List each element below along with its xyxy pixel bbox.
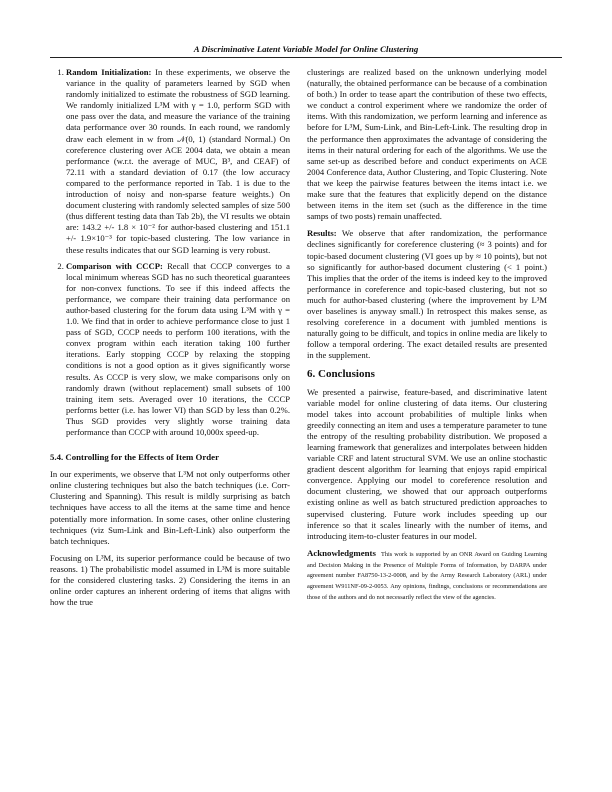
results-paragraph — [307, 228, 547, 361]
list-item-title: Comparison with CCCP: — [66, 260, 163, 271]
acknowledgments — [307, 548, 547, 604]
list-item-text: In these experiments, we observe the variance in the quality of parameters learned by SGD when randomly initialized to estimate the robustness of SGD learning. We randomly initialized L³M with γ = 1.0, perform SGD with one pass over the data, and measure the variance of the training data performance over 30 rounds. In each round, we randomly draw each element in w from 𝒩(0, 1) (standard Normal.) On coreference clustering over ACE 2004 data, we obtain a mean performance (w.r.t. the average of MUC, B³, and CEAF) of 72.11 with a standard deviation of 0.17 (the low accuracy compared to the performance reported in Tab. 1 is due to the introduction of noisy and non-sparse feature weights.) On document clustering with randomly selected samples of size 500 (thus different testing data than Tab 2b), the VI results we obtain are: 143.2 +/- 1.8 × 10⁻² for author-based clustering and 151.1 +/- 1.9×10⁻³ for topic-based clustering. The low variance in these results indicates that our SGD learning is very robust. — [66, 67, 290, 255]
conclusion-paragraph: We presented a pairwise, feature-based, and discriminative latent variable model for online clustering of data items. Our clustering model takes into account probabilities of multiple links when greedily connecting an item and uses a temperature parameter to tune the entropy of the resulting probability distribution. We proposed a learning framework that generalizes and interpolates between hidden variable CRF and latent structural SVM. We use an online stochastic gradient descent algorithm for learning that enjoys rapid empirical convergence. Applying our model to coreference resolution and document clustering, we showed that our approach outperforms existing online as well as batch structured prediction approaches to supervised clustering. Future work includes speeding up our inference so that it scales linearly with the number of items, and introducing item-to-cluster features in our model. — [307, 386, 547, 541]
experiment-list — [50, 67, 290, 438]
body-paragraph: Focusing on L³M, its superior performance could be because of two reasons. 1) The probabilistic model assumed in L³M is more suitable for the considered clustering tasks. 2) Considering the items in an online order captures an inherent ordering of items that aligns with how the true — [50, 552, 290, 608]
left-column — [50, 67, 290, 614]
list-item-cccp — [66, 261, 290, 439]
section-heading: 6. Conclusions — [307, 368, 375, 381]
body-paragraph-continued: clusterings are realized based on the unknown underlying model (naturally, the obtained performance can be because of a combination of both.) In order to tease apart the contribution of these two effects, we conduct a control experiment where we randomize the order of items. With this randomization, we perform learning and inference as before for L³M, Sum-Link, and Bin-Left-Link. The resulting drop in the performance then approximates the advantage of considering the items in their natural ordering for each of the algorithms. We use the same set-up as described before and conduct experiments on ACE 2004 Conference data, Author Clustering, and Topic Clustering. Note that we keep the pairwise features between the items intact i.e. we make sure that the features that explicitly depend on the distance between items in the item set (such as the difference in the time samps of two posts) remain unaffected. — [307, 67, 547, 222]
body-paragraph: In our experiments, we observe that L³M not only outperforms other online clustering techniques but also the batch techniques (i.e. Corr-Clustering and Spanning). This result is mildly surprising as batch techniques have access to all the items at the same time and hence potentially more information. In some cases, other online clustering techniques (viz Sum-Link and Bin-Left-Link) also outperform the batch techniques. — [50, 469, 290, 546]
list-item-random-init — [66, 67, 290, 256]
ack-text: This work is supported by an ONR Award on Guiding Learning and Decision Making in the Presence of Multiple Forms of Information, by DARPA under agreement number FA8750-13-2-0008, and by the Army Research Laboratory (ARL) under agreement W911NF-09-2-0053. Any opinions, findings, conclusions or recommendations are those of the authors and do not necessarily reflect the view of the agencies. — [307, 550, 547, 602]
results-text: We observe that after randomization, the performance declines significantly for coreference clustering (≈ 3 points) and for topic-based document clustering (VI goes up by ≈ 10 points), but not so significantly for author-based document clustering (< 1 point.) This implies that the order of the items is indeed key to the improved performance in coreference and topic-based clustering, but not so much for author-based clustering (where the improvement by L³M over baselines is anyway small.) In retrospect this makes sense, as resolving coreference in a document with jumbled mentions is naturally going to be difficult, and topics in online media are likely to follow a temporal ordering. The exact detailed results are presented in the supplement. — [307, 228, 547, 361]
subsection-heading: 5.4. Controlling for the Effects of Item Order — [50, 452, 219, 463]
header-rule — [50, 57, 562, 58]
results-label: Results: — [307, 228, 337, 239]
list-item-text: Recall that CCCP converges to a local minimum whereas SGD has no such theoretical guarantees for non-convex functions. To see if this indeed affects the performance, we compare their training data performance on author-based clustering for the forum data using L³M with γ = 1.0. We find that in order to achieve performance close to just 1 pass of SGD, CCCP needs to perform 100 iterations, with the convex program within each iteration taking 100 further iterations. Early stopping CCCP by relaxing the stopping conditions is not a good option as it gives significantly worse results. As CCCP is very slow, we make comparisons only on randomly drawn (without replacement) small subsets of 100 training item sets. Averaged over 10 iterations, the CCCP performs better (i.e. has lower VI) than SGD by less than 0.2%. Thus SGD provides very slightly worse training data performance than CCCP with around 10,000x speed-up. — [66, 260, 290, 437]
right-column — [307, 67, 547, 604]
list-item-title: Random Initialization: — [66, 67, 152, 77]
running-title: A Discriminative Latent Variable Model for Online Clustering — [193, 44, 419, 54]
ack-heading: Acknowledgments — [307, 547, 376, 558]
